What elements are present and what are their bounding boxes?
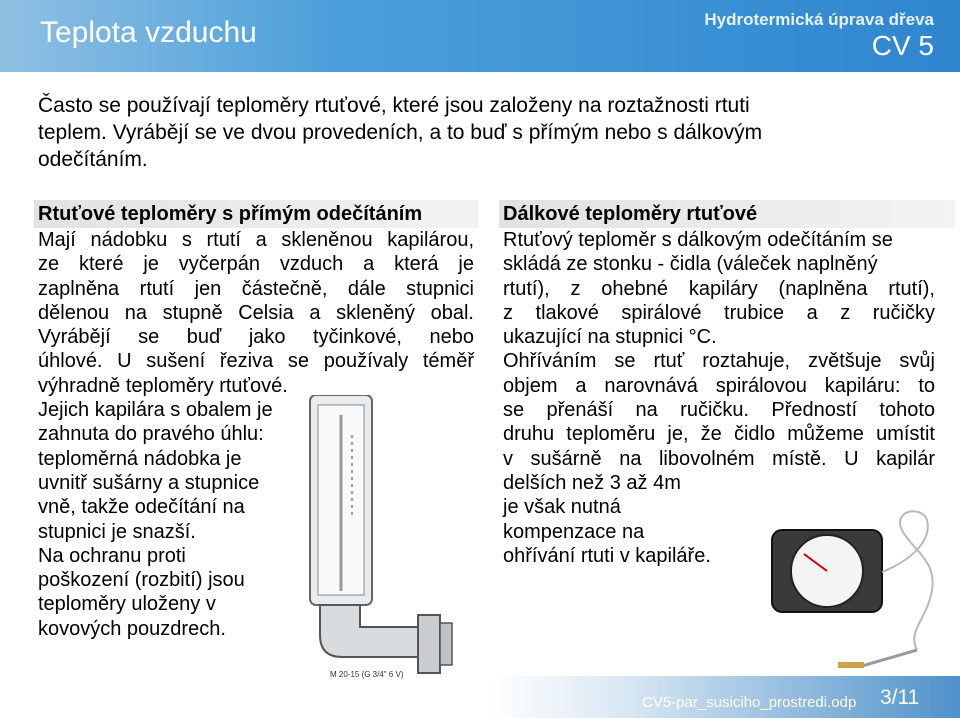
- intro-line: odečítáním.: [38, 148, 148, 171]
- slide-title: Teplota vzduchu: [40, 16, 257, 49]
- text-line: úhlové. U sušení řeziva se používaly téměř: [38, 350, 474, 373]
- text-line: zaplněna rtutí jen částečně, dále stupnici: [38, 277, 474, 300]
- text-line: objem a narovnává spirálovou kapiláru: to: [503, 374, 935, 397]
- text-line: výhradně teploměry rtuťové.: [38, 374, 288, 397]
- text-line: poškození (rozbití) jsou: [38, 569, 245, 592]
- text-line: Rtuťový teploměr s dálkovým odečítáním se: [503, 229, 893, 251]
- text-line: vně, takže odečítání na: [38, 496, 245, 519]
- text-line: Na ochranu proti: [38, 544, 186, 567]
- page-number: 3/11: [880, 686, 920, 709]
- text-line: skládá ze stonku - čidla (váleček naplněný: [503, 253, 878, 276]
- text-line: Jejich kapilára s obalem je: [38, 399, 273, 422]
- text-line: stupnici je snazší.: [38, 520, 196, 543]
- text-line: druhu teploměru je, že čidlo můžeme umístit: [503, 423, 935, 446]
- dial-thermometer-image: [742, 500, 952, 672]
- text-line: Vyrábějí se buď jako tyčinkové, nebo: [38, 326, 474, 349]
- exercise-code: CV 5: [871, 30, 934, 61]
- footer-filename: CV5-par_susiciho_prostredi.odp: [642, 694, 857, 711]
- text-line: teploměry uloženy v: [38, 593, 216, 616]
- angle-thermometer-image: [300, 395, 480, 680]
- left-heading: Rtuťové teploměry s přímým odečítáním: [34, 200, 478, 228]
- intro-line: teplem. Vyrábějí se ve dvou provedeních, a to buď s přímým nebo s dálkovým: [38, 121, 763, 144]
- text-line: rtutí), z ohebné kapiláry (naplněna rtutí),: [503, 277, 935, 300]
- text-line: Mají nádobku s rtutí a skleněnou kapilárou,: [38, 229, 474, 251]
- slide-header: [0, 0, 960, 72]
- text-line: ukazující na stupnici °C.: [503, 326, 717, 349]
- thermometer-label: M 20-15 (G 3/4" 6 V): [330, 670, 404, 679]
- text-line: je však nutná: [503, 496, 621, 519]
- text-line: dělenou na stupně Celsia a skleněný obal.: [38, 301, 474, 324]
- text-line: uvnitř sušárny a stupnice: [38, 471, 260, 494]
- text-line: ze které je vyčerpán vzduch a která je: [38, 253, 474, 276]
- text-line: delších než 3 až 4m: [503, 471, 681, 494]
- text-line: z tlakové spirálové trubice a z ručičky: [503, 301, 935, 324]
- course-subtitle: Hydrotermická úprava dřeva: [704, 10, 934, 29]
- text-line: se přenáší na ručičku. Předností tohoto: [503, 399, 935, 422]
- text-line: zahnuta do pravého úhlu:: [38, 423, 264, 446]
- intro-line: Často se používají teploměry rtuťové, které jsou založeny na roztažnosti rtuti: [38, 94, 750, 117]
- text-line: kovových pouzdrech.: [38, 617, 226, 640]
- text-line: v sušárně na libovolném místě. U kapilár: [503, 447, 935, 470]
- text-line: ohřívání rtuti v kapiláře.: [503, 544, 711, 567]
- text-line: Ohříváním se rtuť roztahuje, zvětšuje svůj: [503, 350, 935, 373]
- intro-paragraph: [38, 92, 888, 173]
- right-heading: Dálkové teploměry rtuťové: [499, 200, 955, 228]
- text-line: kompenzace na: [503, 520, 645, 543]
- text-line: teploměrná nádobka je: [38, 447, 242, 470]
